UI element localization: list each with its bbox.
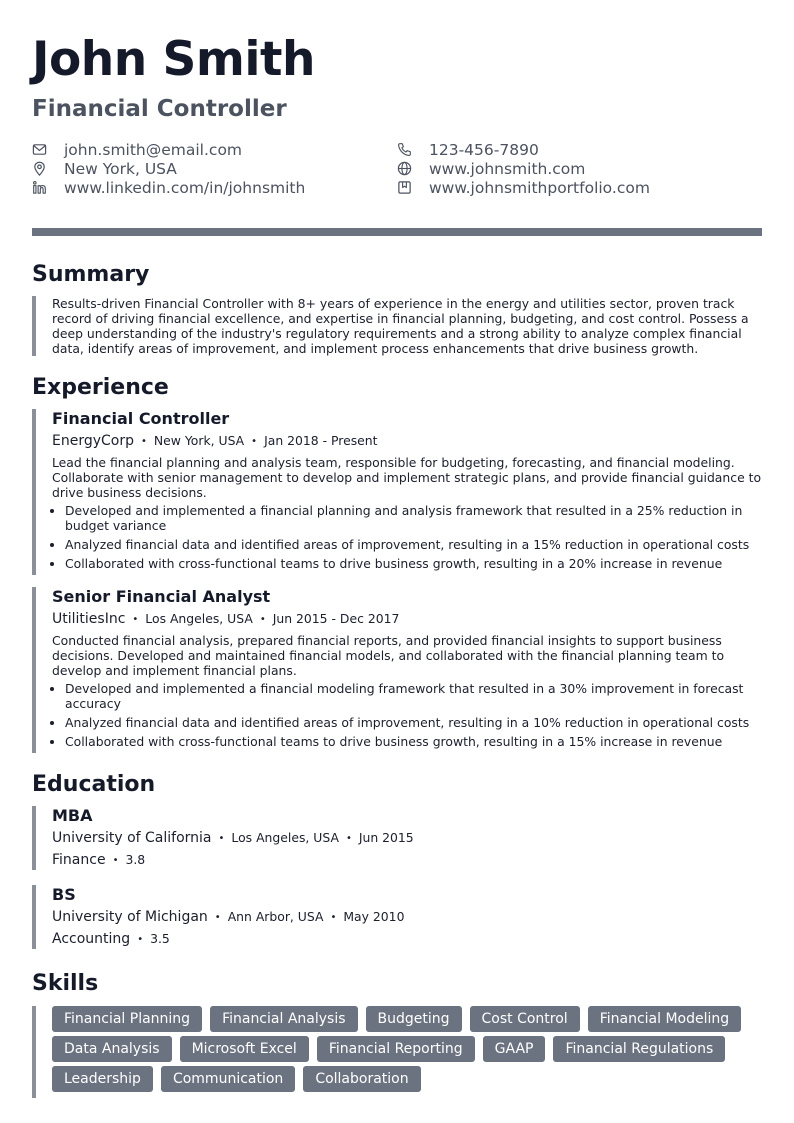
contact-website[interactable] [397,159,585,178]
experience-heading: Experience [32,375,169,400]
education-entry [32,806,762,870]
education-entry [32,885,762,949]
globe-icon [397,161,412,176]
skill-tag: Financial Modeling [588,1006,741,1032]
email-text: john.smith@email.com [64,140,243,159]
education-meta: University of Michigan • Ann Arbor, USA • May 2010 [52,909,405,925]
job-dates: Jun 2015 - Dec 2017 [272,611,400,626]
skill-tag: Microsoft Excel [180,1036,309,1062]
skill-tag: Financial Planning [52,1006,202,1032]
school-name: University of California [52,830,212,846]
candidate-name: John Smith [32,32,315,87]
job-meta: UtilitiesInc • Los Angeles, USA • Jun 2015 - Dec 2017 [52,611,400,627]
job-location: New York, USA [153,433,245,448]
linkedin-text: www.linkedin.com/in/johnsmith [64,178,306,197]
location-icon [32,161,47,176]
resume-page [32,32,762,1087]
job-title: Financial Controller [52,409,230,428]
job-company: UtilitiesInc [52,611,126,627]
education-field: Finance • 3.8 [52,852,146,868]
gpa: 3.8 [125,852,146,867]
gpa: 3.5 [150,931,170,946]
graduation-date: Jun 2015 [358,830,414,845]
job-achievements [52,681,762,749]
achievement-item: • Developed and implemented a financial modeling framework that resulted in a 30% improvement in forecast accuracy [65,681,762,711]
job-description: Lead the financial planning and analysis team, responsible for budgeting, forecasting, and financial modeling. Collaborate with senior management to develop and implement strategic plans, and provide financial guidance to drive business decisions. [52,455,762,500]
skills-heading: Skills [32,971,99,996]
job-company: EnergyCorp [52,433,134,449]
education-field: Accounting • 3.5 [52,931,170,947]
candidate-role: Financial Controller [32,96,287,122]
skill-tag: Financial Reporting [317,1036,475,1062]
contact-portfolio[interactable] [397,178,650,197]
summary-heading: Summary [32,262,150,287]
job-achievements [52,503,762,571]
job-meta: EnergyCorp • New York, USA • Jan 2018 - Present [52,433,378,449]
contact-phone[interactable] [397,140,539,159]
portfolio-text: www.johnsmithportfolio.com [429,178,650,197]
achievement-item: • Collaborated with cross-functional teams to drive business growth, resulting in a 15% increase in revenue [65,734,762,749]
job-dates: Jan 2018 - Present [264,433,378,448]
skills-block [32,1006,762,1098]
field-of-study: Accounting [52,931,131,947]
skill-tag: Collaboration [303,1066,420,1092]
achievement-item: • Analyzed financial data and identified areas of improvement, resulting in a 15% reduction in operational costs [65,537,762,552]
location-text: New York, USA [64,159,177,178]
achievement-item: • Analyzed financial data and identified areas of improvement, resulting in a 10% reduction in operational costs [65,715,762,730]
job-description: Conducted financial analysis, prepared financial reports, and provided financial insights to support business decisions. Developed and maintained financial models, and collaborated with the financial planning team to develop and implement financial plans. [52,633,725,678]
contact-linkedin[interactable] [32,178,305,197]
graduation-date: May 2010 [343,909,405,924]
job-title: Senior Financial Analyst [52,587,271,606]
skill-tag: Communication [161,1066,295,1092]
skill-tag: Financial Analysis [210,1006,357,1032]
degree-title: MBA [52,806,93,825]
school-location: Los Angeles, USA [231,830,339,845]
achievement-item: • Collaborated with cross-functional teams to drive business growth, resulting in a 20% increase in revenue [65,556,762,571]
contact-location [32,159,177,178]
portfolio-icon [397,180,412,195]
achievement-item: • Developed and implemented a financial planning and analysis framework that resulted in a 25% reduction in budget variance [65,503,762,533]
education-heading: Education [32,772,156,797]
job-location: Los Angeles, USA [145,611,253,626]
education-meta: University of California • Los Angeles, USA • Jun 2015 [52,830,414,846]
header-divider [32,228,762,236]
school-name: University of Michigan [52,909,208,925]
degree-title: BS [52,885,76,904]
linkedin-icon [32,180,47,195]
field-of-study: Finance [52,852,106,868]
contact-email[interactable] [32,140,242,159]
phone-text: 123-456-7890 [429,140,539,159]
contact-info [32,137,762,199]
summary-text: Results-driven Financial Controller with 8+ years of experience in the energy and utilities sector, proven track record of driving financial excellence, and expertise in financial planning, budgeting, and cost control. Possess a deep understanding of the industry's regulatory requirements and a strong ability to analyze complex financial data, identify areas of improvement, and implement process enhancements that drive business growth. [52,296,749,356]
skill-tag: Budgeting [366,1006,462,1032]
skills-list [52,1006,762,1096]
summary-block [32,296,762,356]
skill-tag: Data Analysis [52,1036,172,1062]
phone-icon [397,142,412,157]
website-text: www.johnsmith.com [429,159,586,178]
email-icon [32,142,47,157]
skill-tag: GAAP [483,1036,546,1062]
job-entry [32,587,762,753]
job-entry [32,409,762,575]
skill-tag: Leadership [52,1066,153,1092]
skill-tag: Cost Control [470,1006,580,1032]
skill-tag: Financial Regulations [553,1036,725,1062]
school-location: Ann Arbor, USA [227,909,324,924]
